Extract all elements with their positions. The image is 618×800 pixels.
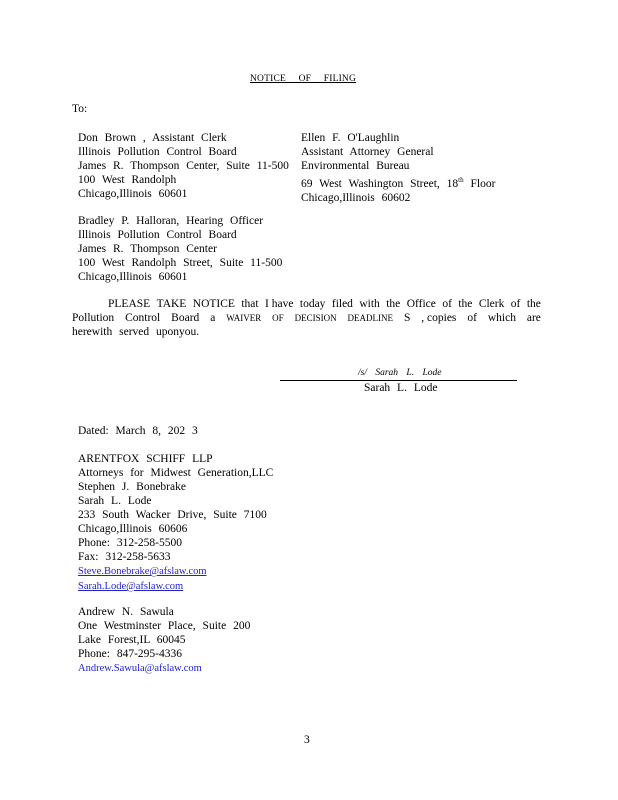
word: the	[386, 298, 401, 310]
counsel-role: Attorneys for Midwest Generation,LLC	[78, 467, 274, 479]
attorney-name: Sarah L. Lode	[78, 495, 152, 507]
recipient-line: James R. Thompson Center	[78, 243, 217, 255]
counsel2-block	[78, 605, 250, 676]
word: Clerk	[478, 298, 505, 310]
word-caps: DECISION	[294, 313, 337, 323]
signer-name: Sarah L. Lode	[364, 382, 438, 394]
recipient-line: Chicago,Illinois 60601	[78, 188, 188, 200]
page-number: 3	[304, 734, 310, 746]
email-link-lode[interactable]: Sarah.Lode@afslaw.com	[78, 581, 184, 592]
recipient-block-clerk	[78, 131, 289, 201]
firm-name: ARENTFOX SCHIFF LLP	[78, 453, 213, 465]
electronic-signature: /s/ Sarah L. Lode	[358, 368, 442, 378]
recipient-line: Chicago,Illinois 60602	[301, 191, 411, 204]
notice-paragraph	[72, 297, 541, 339]
firm-fax: Fax: 312-258-5633	[78, 551, 171, 563]
counsel2-city: Lake Forest,IL 60045	[78, 634, 186, 646]
ordinal-suffix: th	[458, 176, 464, 184]
recipient-line: Environmental Bureau	[301, 160, 410, 172]
address-street: 69 West Washington Street, 18	[301, 177, 459, 190]
recipient-line: Chicago,Illinois 60601	[78, 271, 188, 283]
word: S	[403, 312, 411, 324]
recipient-line: Don Brown , Assistant Clerk	[78, 132, 227, 144]
word: that	[241, 298, 259, 310]
word: the	[458, 298, 473, 310]
word: NOTICE	[192, 298, 235, 310]
word: Office	[406, 298, 436, 310]
word: of	[442, 298, 452, 310]
word-caps: WAIVER	[226, 313, 262, 323]
word: TAKE	[156, 298, 187, 310]
attorney-name: Stephen J. Bonebrake	[78, 481, 186, 493]
document-title: NOTICE OF FILING	[250, 74, 357, 84]
word: Control	[125, 312, 161, 324]
firm-phone: Phone: 312-258-5500	[78, 537, 182, 549]
word: filed	[331, 298, 353, 310]
recipient-line: Bradley P. Halloran, Hearing Officer	[78, 215, 264, 227]
word: of	[510, 298, 521, 310]
word: I have	[265, 298, 294, 310]
firm-address: 233 South Wacker Drive, Suite 7100	[78, 509, 267, 521]
word-caps: OF	[272, 313, 284, 323]
word: , copies	[421, 312, 457, 324]
word: Board	[171, 312, 200, 324]
to-label: To:	[72, 103, 88, 115]
recipient-line: Ellen F. O'Laughlin	[301, 132, 400, 144]
notice-line-3: herewith served uponyou.	[72, 326, 200, 338]
recipient-line: Illinois Pollution Control Board	[78, 229, 237, 241]
word: are	[526, 312, 541, 324]
recipient-line: Assistant Attorney General	[301, 146, 434, 158]
attorney-name: Andrew N. Sawula	[78, 606, 174, 618]
recipient-line: Illinois Pollution Control Board	[78, 146, 237, 158]
word: today	[299, 298, 326, 310]
word: the	[526, 298, 541, 310]
counsel2-phone: Phone: 847-295-4336	[78, 648, 182, 660]
word: a	[210, 312, 216, 324]
firm-city: Chicago,Illinois 60606	[78, 523, 188, 535]
notice-line-1	[72, 297, 541, 311]
recipient-block-attorney-general	[301, 131, 495, 205]
word: Pollution	[72, 312, 115, 324]
email-link-sawula[interactable]: Andrew.Sawula@afslaw.com	[78, 663, 202, 674]
notice-line-2	[72, 311, 541, 325]
counsel2-address: One Westminster Place, Suite 200	[78, 620, 251, 632]
counsel-block	[78, 452, 273, 594]
recipient-line: 100 West Randolph Street, Suite 11-500	[78, 257, 283, 269]
word: with	[359, 298, 380, 310]
recipient-line: 100 West Randolph	[78, 174, 177, 186]
word: of	[467, 312, 477, 324]
floor-text: Floor	[463, 177, 496, 190]
dated-line: Dated: March 8, 202 3	[78, 425, 198, 437]
word: which	[487, 312, 516, 324]
signature-line	[280, 380, 517, 381]
recipient-line	[301, 173, 495, 191]
word-caps: DEADLINE	[347, 313, 394, 323]
email-link-bonebrake[interactable]: Steve.Bonebrake@afslaw.com	[78, 566, 207, 577]
recipient-line: James R. Thompson Center, Suite 11-500	[78, 160, 289, 172]
word: PLEASE	[108, 298, 151, 310]
recipient-block-hearing-officer	[78, 214, 282, 284]
